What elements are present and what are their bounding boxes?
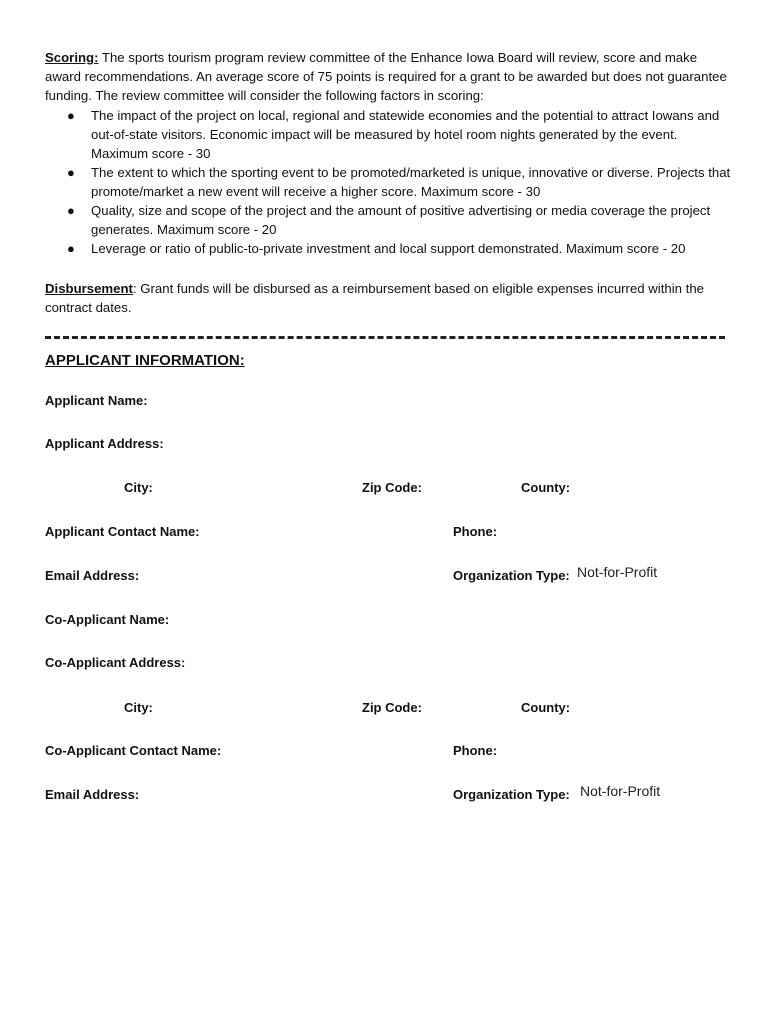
criterion-text: Leverage or ratio of public-to-private investment and local support demonstrated. Maximum score - 20: [91, 241, 686, 256]
co-applicant-address-label: Co-Applicant Address:: [45, 655, 186, 670]
applicant-email-label: Email Address:: [45, 568, 140, 583]
list-item: [45, 239, 735, 258]
co-applicant-name-label: Co-Applicant Name:: [45, 612, 170, 627]
list-item: [45, 163, 735, 201]
criterion-text: The impact of the project on local, regional and statewide economies and the potential to attract Iowans and out-of-state visitors. Economic impact will be measured by hotel room nights generated by the event. Maximum score - 30: [91, 108, 720, 161]
co-applicant-contact-label: Co-Applicant Contact Name:: [45, 743, 222, 758]
list-item: [45, 201, 735, 239]
criterion-text: Quality, size and scope of the project and the amount of positive advertising or media coverage the project generates. Maximum score - 20: [91, 203, 711, 237]
co-applicant-org-type-field[interactable]: Not-for-Profit: [580, 783, 661, 799]
list-item: [45, 106, 735, 163]
applicant-name-label: Applicant Name:: [45, 393, 148, 408]
applicant-address-label: Applicant Address:: [45, 436, 164, 451]
scoring-paragraph: [45, 48, 735, 105]
co-applicant-zip-label: Zip Code:: [362, 700, 422, 715]
applicant-phone-label: Phone:: [453, 524, 498, 539]
disbursement-text: : Grant funds will be disbursed as a reimbursement based on eligible expenses incurred within the contract dates.: [45, 281, 704, 315]
applicant-zip-label: Zip Code:: [362, 480, 422, 495]
bullet-icon: ●: [67, 203, 75, 218]
co-applicant-org-type-label: Organization Type:: [453, 787, 570, 802]
co-applicant-phone-label: Phone:: [453, 743, 498, 758]
bullet-icon: ●: [67, 165, 75, 180]
bullet-icon: ●: [67, 241, 75, 256]
criterion-text: The extent to which the sporting event to be promoted/marketed is unique, innovative or diverse. Projects that promote/market a new event will receive a higher score. Maximum score - 30: [91, 165, 731, 199]
co-applicant-city-label: City:: [124, 700, 153, 715]
scoring-text: The sports tourism program review committee of the Enhance Iowa Board will review, score and make award recommendations. An average score of 75 points is required for a grant to be awarded but does not guarantee funding. The review committee will consider the following factors in scoring:: [45, 50, 727, 103]
scoring-criteria-list: [45, 106, 735, 258]
applicant-contact-label: Applicant Contact Name:: [45, 524, 200, 539]
section-divider: [45, 336, 725, 339]
applicant-org-type-field[interactable]: Not-for-Profit: [577, 564, 658, 580]
co-applicant-county-label: County:: [521, 700, 571, 715]
applicant-city-label: City:: [124, 480, 153, 495]
disbursement-heading: Disbursement: [45, 281, 133, 296]
applicant-org-type-label: Organization Type:: [453, 568, 570, 583]
co-applicant-email-label: Email Address:: [45, 787, 140, 802]
applicant-county-label: County:: [521, 480, 571, 495]
scoring-heading: Scoring:: [45, 50, 99, 65]
disbursement-paragraph: [45, 279, 735, 317]
applicant-info-heading: APPLICANT INFORMATION:: [45, 352, 245, 369]
bullet-icon: ●: [67, 108, 75, 123]
